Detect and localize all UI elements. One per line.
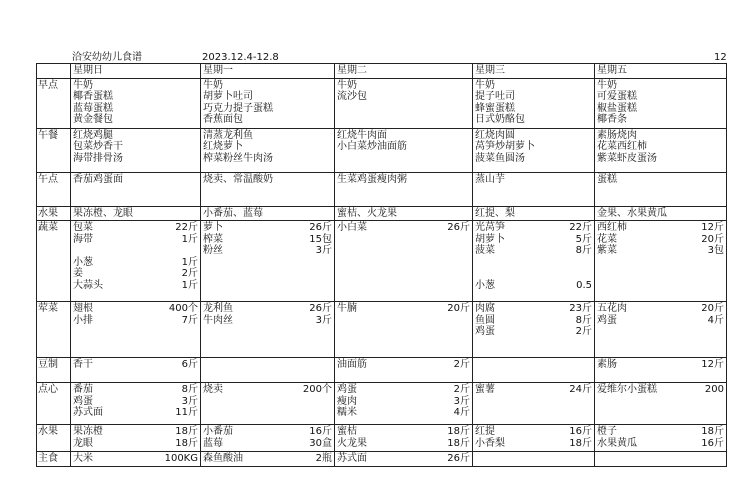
- ingredient-quantity: 12斤: [701, 359, 724, 370]
- ingredient-cell: [71, 302, 201, 358]
- dish-name: 蒸山芋: [475, 173, 505, 185]
- page-number: 12: [714, 52, 727, 63]
- meal-cell: [595, 172, 727, 206]
- ingredient-quantity: 0.5: [576, 279, 592, 291]
- meal-label: 水果: [37, 206, 71, 221]
- ingredient-item: [73, 280, 198, 292]
- ingredient-item: [203, 438, 332, 450]
- ingredient-item: [337, 407, 470, 419]
- dish-name: 蛋糕: [597, 173, 617, 185]
- ingredient-item: [203, 245, 332, 257]
- ingredient-name: 紫菜: [597, 245, 617, 256]
- blank-line: [475, 268, 592, 280]
- ingredient-item: [475, 426, 592, 438]
- ingredient-name: 翅根: [73, 303, 93, 314]
- day-header: 星期一: [201, 64, 335, 79]
- ingredient-quantity: 15包: [309, 233, 332, 245]
- meal-cell: [473, 172, 595, 206]
- ingredient-item: [475, 315, 592, 327]
- ingredient-item: [597, 222, 724, 234]
- ingredient-label: 主食: [37, 452, 71, 467]
- ingredient-quantity: 30盒: [309, 437, 332, 449]
- dish-name: 海带排骨汤: [73, 152, 123, 164]
- ingredient-quantity: 2瓶: [315, 453, 332, 464]
- ingredient-row: [37, 383, 727, 425]
- day-header: 星期日: [71, 64, 201, 79]
- ingredient-name: 苏式面: [337, 453, 367, 464]
- ingredient-quantity: 8斤: [575, 245, 592, 256]
- ingredient-name: 小葱: [475, 279, 495, 291]
- ingredient-quantity: 20斤: [447, 303, 470, 314]
- dish-name: 榨菜粉丝牛肉汤: [203, 152, 273, 164]
- ingredient-name: 龙利鱼: [203, 303, 233, 314]
- ingredient-quantity: 3斤: [315, 245, 332, 256]
- dish-name: 包菜炒香干: [73, 141, 123, 152]
- ingredient-name: 鸡蛋: [597, 314, 617, 326]
- ingredient-item: [337, 438, 470, 450]
- ingredient-label: 豆制: [37, 358, 71, 383]
- ingredient-quantity: 100KG: [164, 453, 198, 464]
- ingredient-quantity: 18斤: [447, 426, 470, 437]
- ingredient-cell: [473, 383, 595, 425]
- dish-name: 椰香蛋糕: [73, 91, 113, 102]
- ingredient-quantity: 18斤: [569, 437, 592, 449]
- ingredient-row: [37, 358, 727, 383]
- ingredient-cell: [595, 425, 727, 452]
- ingredient-name: 果冻橙: [73, 426, 103, 437]
- meal-cell: [335, 78, 473, 128]
- dish-name: 胡萝卜吐司: [203, 91, 253, 102]
- ingredient-name: 水果黄瓜: [597, 437, 637, 449]
- ingredient-quantity: 26斤: [447, 222, 470, 233]
- ingredient-name: 萝卜: [203, 222, 223, 233]
- ingredient-name: 蜜薯: [475, 384, 495, 395]
- ingredient-name: 鸡蛋: [73, 395, 93, 407]
- ingredient-name: 森鱼酸油: [203, 453, 243, 464]
- ingredient-item: [475, 280, 592, 292]
- ingredient-name: 小葱: [73, 256, 93, 268]
- ingredient-label: 荤菜: [37, 302, 71, 358]
- dish-name: 菠菜鱼圆汤: [475, 152, 525, 164]
- ingredient-item: [337, 426, 470, 438]
- meal-cell: [595, 206, 727, 221]
- ingredient-cell: [71, 221, 201, 302]
- ingredient-name: 红提: [475, 426, 495, 437]
- ingredient-cell: [201, 452, 335, 467]
- ingredient-name: 蓝莓: [203, 437, 223, 449]
- ingredient-cell: [335, 358, 473, 383]
- ingredient-row: [37, 221, 727, 302]
- ingredient-cell: [335, 302, 473, 358]
- ingredient-item: [597, 384, 724, 396]
- dish-name: 可爱蛋糕: [597, 91, 637, 102]
- ingredient-cell: [201, 221, 335, 302]
- ingredient-quantity: 6斤: [181, 359, 198, 370]
- ingredient-item: [73, 396, 198, 408]
- day-header: 星期二: [335, 64, 473, 79]
- dish-name: 椰香条: [597, 114, 627, 125]
- dish-name: 椒盐蛋糕: [597, 102, 637, 114]
- date-range: 2023.12.4-12.8: [202, 52, 279, 63]
- ingredient-name: 橙子: [597, 426, 617, 437]
- ingredient-name: 小香梨: [475, 437, 505, 449]
- ingredient-cell: [201, 358, 335, 383]
- ingredient-cell: [473, 358, 595, 383]
- meal-cell: [201, 206, 335, 221]
- ingredient-cell: [595, 383, 727, 425]
- ingredient-cell: [595, 302, 727, 358]
- ingredient-item: [73, 222, 198, 234]
- ingredient-quantity: 3斤: [315, 314, 332, 326]
- dish-name: 莴笋炒胡萝卜: [475, 141, 535, 152]
- ingredient-name: 姜: [73, 268, 83, 279]
- ingredient-item: [203, 426, 332, 438]
- ingredient-item: [597, 438, 724, 450]
- ingredient-name: 小白菜: [337, 222, 367, 233]
- ingredient-quantity: 22斤: [175, 222, 198, 233]
- ingredient-name: 胡萝卜: [475, 233, 505, 245]
- ingredient-item: [73, 438, 198, 450]
- ingredient-quantity: 18斤: [447, 437, 470, 449]
- ingredient-cell: [71, 452, 201, 467]
- dish-name: 牛奶: [337, 79, 357, 91]
- ingredient-item: [73, 268, 198, 280]
- ingredient-item: [337, 396, 470, 408]
- ingredient-name: 小排: [73, 314, 93, 326]
- ingredient-name: 大蒜头: [73, 279, 103, 291]
- dish-name: 花菜西红柿: [597, 141, 647, 152]
- ingredient-quantity: 200: [704, 384, 724, 395]
- ingredient-quantity: 3斤: [453, 395, 470, 407]
- ingredient-quantity: 12斤: [701, 222, 724, 233]
- ingredient-name: 大米: [73, 453, 93, 464]
- ingredient-quantity: 200个: [302, 384, 332, 395]
- ingredient-item: [597, 245, 724, 257]
- meal-cell: [473, 206, 595, 221]
- ingredient-item: [73, 426, 198, 438]
- meal-row: [37, 78, 727, 128]
- ingredient-name: 爱维尔小蛋糕: [597, 384, 657, 395]
- ingredient-quantity: 8斤: [181, 384, 198, 395]
- dish-name: 牛奶: [475, 79, 495, 91]
- dish-name: 香蕉面包: [203, 114, 243, 125]
- meal-cell: [335, 206, 473, 221]
- ingredient-quantity: 24斤: [569, 384, 592, 395]
- dish-name: 红烧牛肉面: [337, 129, 387, 141]
- dish-name: 蜜桔、火龙果: [337, 207, 397, 219]
- ingredient-item: [203, 384, 332, 396]
- ingredient-row: [37, 302, 727, 358]
- dish-name: 牛奶: [203, 79, 223, 91]
- dish-name: 烧卖、常温酸奶: [203, 173, 273, 185]
- ingredient-name: 油面筋: [337, 359, 367, 370]
- ingredient-quantity: 20斤: [701, 303, 724, 314]
- ingredient-quantity: 400个: [168, 303, 198, 314]
- ingredient-quantity: 22斤: [569, 222, 592, 233]
- ingredient-item: [73, 315, 198, 327]
- ingredient-quantity: 4斤: [707, 314, 724, 326]
- ingredient-quantity: 16斤: [569, 426, 592, 437]
- ingredient-item: [337, 359, 470, 371]
- dish-name: 生菜鸡蛋瘦肉粥: [337, 173, 407, 185]
- ingredient-cell: [71, 383, 201, 425]
- ingredient-quantity: 11斤: [175, 407, 198, 418]
- ingredient-item: [597, 234, 724, 246]
- ingredient-name: 香干: [73, 359, 93, 370]
- meal-label: 午点: [37, 172, 71, 206]
- ingredient-item: [475, 326, 592, 338]
- dish-name: 红烧鸡腿: [73, 129, 113, 141]
- ingredient-item: [203, 222, 332, 234]
- blank-line: [73, 245, 198, 257]
- dish-name: 提子吐司: [475, 91, 515, 102]
- ingredient-item: [73, 303, 198, 315]
- dish-name: 金果、水果黄瓜: [597, 207, 667, 219]
- ingredient-cell: [473, 302, 595, 358]
- ingredient-name: 海带: [73, 233, 93, 245]
- ingredient-item: [73, 384, 198, 396]
- ingredient-name: 粉丝: [203, 245, 223, 256]
- ingredient-quantity: 3斤: [181, 395, 198, 407]
- weekly-menu-table: [36, 63, 727, 467]
- ingredient-quantity: 2斤: [453, 359, 470, 370]
- ingredient-cell: [201, 425, 335, 452]
- ingredient-item: [475, 234, 592, 246]
- ingredient-name: 西红柿: [597, 222, 627, 233]
- ingredient-quantity: 26斤: [309, 222, 332, 233]
- dish-name: 紫菜虾皮蛋汤: [597, 152, 657, 164]
- ingredient-item: [475, 245, 592, 257]
- ingredient-row: [37, 452, 727, 467]
- meal-cell: [201, 78, 335, 128]
- ingredient-quantity: 1斤: [181, 256, 198, 268]
- ingredient-item: [337, 384, 470, 396]
- ingredient-name: 瘦肉: [337, 395, 357, 407]
- ingredient-cell: [335, 425, 473, 452]
- ingredient-quantity: 23斤: [569, 303, 592, 314]
- ingredient-item: [597, 359, 724, 371]
- meal-row: [37, 206, 727, 221]
- dish-name: 红烧萝卜: [203, 141, 243, 152]
- ingredient-cell: [335, 221, 473, 302]
- ingredient-cell: [71, 358, 201, 383]
- ingredient-name: 菠菜: [475, 245, 495, 256]
- day-header: 星期五: [595, 64, 727, 79]
- ingredient-name: 榨菜: [203, 233, 223, 245]
- meal-label: 午餐: [37, 128, 71, 172]
- ingredient-quantity: 26斤: [447, 453, 470, 464]
- ingredient-name: 火龙果: [337, 437, 367, 449]
- ingredient-cell: [595, 358, 727, 383]
- ingredient-name: 鸡蛋: [475, 326, 495, 337]
- ingredient-item: [203, 315, 332, 327]
- ingredient-name: 肉腐: [475, 303, 495, 314]
- meal-cell: [71, 128, 201, 172]
- meal-cell: [335, 128, 473, 172]
- ingredient-quantity: 18斤: [175, 437, 198, 449]
- ingredient-item: [475, 438, 592, 450]
- ingredient-quantity: 2斤: [575, 326, 592, 337]
- ingredient-name: 糯米: [337, 407, 357, 418]
- ingredient-cell: [201, 383, 335, 425]
- meal-row: [37, 172, 727, 206]
- ingredient-name: 鸡蛋: [337, 384, 357, 395]
- day-header: 星期三: [473, 64, 595, 79]
- ingredient-name: 小番茄: [203, 426, 233, 437]
- ingredient-quantity: 3包: [707, 245, 724, 256]
- meal-cell: [201, 172, 335, 206]
- ingredient-name: 蜜桔: [337, 426, 357, 437]
- ingredient-item: [597, 315, 724, 327]
- meal-cell: [595, 78, 727, 128]
- ingredient-quantity: 2斤: [181, 268, 198, 279]
- meal-cell: [335, 172, 473, 206]
- ingredient-quantity: 16斤: [309, 426, 332, 437]
- ingredient-name: 花菜: [597, 233, 617, 245]
- ingredient-item: [337, 222, 470, 234]
- ingredient-item: [73, 257, 198, 269]
- dish-name: 红烧肉圆: [475, 129, 515, 141]
- ingredient-cell: [335, 383, 473, 425]
- ingredient-item: [73, 453, 198, 465]
- ingredient-cell: [473, 221, 595, 302]
- ingredient-quantity: 8斤: [575, 314, 592, 326]
- ingredient-item: [475, 384, 592, 396]
- ingredient-quantity: 5斤: [575, 233, 592, 245]
- meal-label: 早点: [37, 78, 71, 128]
- dish-name: 红提、梨: [475, 207, 515, 219]
- ingredient-name: 牛肉丝: [203, 314, 233, 326]
- ingredient-item: [73, 359, 198, 371]
- ingredient-quantity: 18斤: [701, 426, 724, 437]
- ingredient-label: 水果: [37, 425, 71, 452]
- ingredient-item: [475, 303, 592, 315]
- meal-cell: [595, 128, 727, 172]
- menu-title: 洽安幼幼儿食谱: [72, 52, 142, 63]
- ingredient-item: [597, 426, 724, 438]
- ingredient-cell: [71, 425, 201, 452]
- ingredient-item: [203, 303, 332, 315]
- ingredient-name: 素肠: [597, 359, 617, 370]
- ingredient-name: 鱼圆: [475, 314, 495, 326]
- ingredient-item: [73, 407, 198, 419]
- meal-cell: [71, 78, 201, 128]
- ingredient-quantity: 18斤: [175, 426, 198, 437]
- dish-name: 牛奶: [597, 79, 617, 91]
- dish-name: 巧克力提子蛋糕: [203, 102, 273, 114]
- ingredient-name: 光莴笋: [475, 222, 505, 233]
- dish-name: 香茄鸡蛋面: [73, 173, 123, 185]
- dish-name: 小番茄、蓝莓: [203, 207, 263, 219]
- ingredient-quantity: 20斤: [701, 233, 724, 245]
- ingredient-name: 番茄: [73, 384, 93, 395]
- ingredient-quantity: 7斤: [181, 314, 198, 326]
- dish-name: 素肠烧肉: [597, 129, 637, 141]
- ingredient-item: [337, 303, 470, 315]
- ingredient-item: [203, 234, 332, 246]
- ingredient-item: [73, 234, 198, 246]
- ingredient-row: [37, 425, 727, 452]
- meal-row: [37, 128, 727, 172]
- ingredient-name: 五花肉: [597, 303, 627, 314]
- ingredient-name: 牛腩: [337, 303, 357, 314]
- ingredient-quantity: 2斤: [453, 384, 470, 395]
- ingredient-quantity: 4斤: [453, 407, 470, 418]
- ingredient-cell: [335, 452, 473, 467]
- dish-name: 蓝莓蛋糕: [73, 102, 113, 114]
- ingredient-item: [597, 303, 724, 315]
- dish-name: 黄金餐包: [73, 114, 113, 125]
- meal-cell: [201, 128, 335, 172]
- ingredient-quantity: 16斤: [701, 437, 724, 449]
- ingredient-name: 龙眼: [73, 437, 93, 449]
- ingredient-name: 烧卖: [203, 384, 223, 395]
- dish-name: 清蒸龙利鱼: [203, 129, 253, 141]
- meal-cell: [71, 172, 201, 206]
- dish-name: 流沙包: [337, 91, 367, 102]
- ingredient-cell: [201, 302, 335, 358]
- ingredient-cell: [473, 452, 595, 467]
- meal-cell: [473, 78, 595, 128]
- ingredient-item: [475, 222, 592, 234]
- ingredient-item: [337, 453, 470, 465]
- blank-line: [475, 257, 592, 269]
- ingredient-name: 苏式面: [73, 407, 103, 418]
- ingredient-item: [203, 453, 332, 465]
- ingredient-cell: [595, 452, 727, 467]
- ingredient-name: 包菜: [73, 222, 93, 233]
- ingredient-quantity: 1斤: [181, 233, 198, 245]
- ingredient-label: 点心: [37, 383, 71, 425]
- ingredient-quantity: 1斤: [181, 279, 198, 291]
- corner-cell: [37, 64, 71, 79]
- ingredient-quantity: 26斤: [309, 303, 332, 314]
- meal-cell: [473, 128, 595, 172]
- ingredient-cell: [595, 221, 727, 302]
- meal-cell: [71, 206, 201, 221]
- day-header-row: [37, 64, 727, 79]
- dish-name: 小白菜炒油面筋: [337, 141, 407, 152]
- dish-name: 蜂蜜蛋糕: [475, 102, 515, 114]
- dish-name: 牛奶: [73, 79, 93, 91]
- dish-name: 日式奶酪包: [475, 114, 525, 125]
- dish-name: 果冻橙、龙眼: [73, 207, 133, 219]
- ingredient-label: 蔬菜: [37, 221, 71, 302]
- ingredient-cell: [473, 425, 595, 452]
